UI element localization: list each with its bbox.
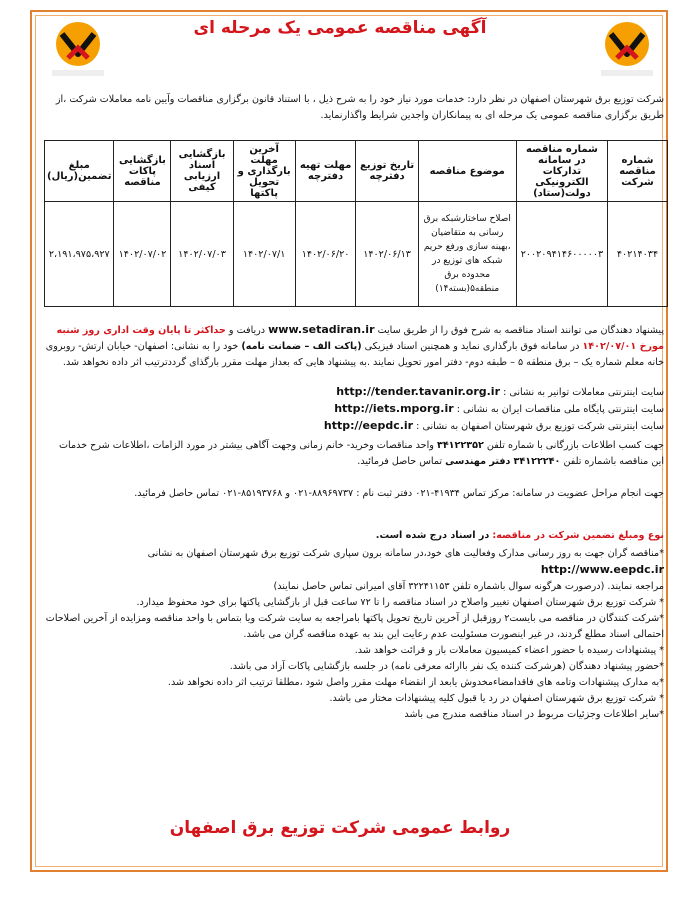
site-label: سایت اینترنتی پایگاه ملی مناقصات ایران به نشانی :: [456, 404, 664, 415]
notice-title: آگهی مناقصه عمومی یک مرحله ای: [193, 18, 487, 38]
intro-paragraph: شرکت توزیع برق شهرستان اصفهان در نظر دارد: خدمات مورد نیاز خود را به شرح ذیل ، با استناد قانون برگزاری مناقصات وآیین نامه معاملات شرکت ،از طریق برگزاری مناقصه عمومی یک مرحله ای به پیمانکاران واجدین شرایط واگذارنماید.: [55, 94, 664, 121]
list-item: *حضور پیشنهاد دهندگان (هرشرکت کننده یک نفر باارائه معرفی نامه) در جلسه بازگشایی پاکات آزاد می باشد.: [229, 661, 664, 672]
tender-table: [44, 140, 668, 307]
submission-deadline: حداکثر تا پایان وقت اداری روز شنبه مورخ ۱۴۰۲/۰۷/۰۱: [56, 325, 664, 352]
guarantee-heading: [44, 528, 664, 544]
list-item: * شرکت توزیع برق شهرستان اصفهان در رد یا قبول کلیه پیشنهادات مختار می باشد.: [329, 693, 664, 704]
header-distribution-date: تاریخ توزیع دفترچه: [356, 141, 418, 202]
list-item: * پیشنهادات رسیده با حضور اعضاء کمیسیون معاملات باز و قرائت خواهد شد.: [354, 645, 664, 656]
iets-link[interactable]: http://iets.mporg.ir: [334, 402, 454, 415]
tavanir-link[interactable]: http://tender.tavanir.org.ir: [336, 385, 500, 398]
list-item: *مناقصه گران جهت به روز رسانی مدارک وفعالیت های خود،در سامانه برون سپاری شرکت توزیع برق شهرستان اصفهان به نشانی http://www.eepdc.ir: [147, 548, 664, 576]
guarantee-value: در اسناد درج شده است.: [375, 530, 490, 541]
contact-text-d: تماس حاصل فرمائید.: [357, 456, 443, 467]
company-logo-right: [597, 18, 657, 80]
cell-quality-opening: ۱۴۰۲/۰۷/۰۳: [171, 202, 233, 307]
public-relations-signature: روابط عمومی شرکت توزیع برق اصفهان: [169, 818, 511, 838]
header-quality-opening: بازگشایی اسناد ارزیابی کیفی: [171, 141, 233, 202]
site-label: سایت اینترنتی شرکت توزیع برق شهرستان اصفهان به نشانی :: [416, 421, 664, 432]
submission-paragraph: [44, 322, 664, 371]
submission-text-b: دریافت و: [228, 325, 266, 336]
registration-contact: جهت انجام مراحل عضویت در سامانه: مرکز تماس ۴۱۹۳۴-۰۲۱ دفتر ثبت نام : ۸۸۹۶۹۷۳۷-۰۲۱ و ۸۵۱۹۳۷۶۸-۰۲۱ تماس حاصل فرمائید.: [134, 488, 664, 499]
cell-preparation-deadline: ۱۴۰۲/۰۶/۲۰: [295, 202, 356, 307]
list-item: *به مدارک پیشنهادات وتامه های فاقدامضاءمخدوش یابعد از انقضاء مهلت مقرر واصل شود ،مطلقا ترتیب اثر داده نخواهد شد.: [167, 677, 664, 688]
submission-text-d: در سامانه فوق بارگذاری نماید و همچنین اسناد فیزیکی: [364, 341, 580, 352]
cell-guarantee-amount: ۲،۱۹۱،۹۷۵،۹۲۷: [45, 202, 114, 307]
header-guarantee-amount: مبلغ تضمین(ریال): [45, 141, 114, 202]
table-row: [45, 202, 668, 307]
cell-company-tender-no: ۴۰۲۱۴۰۳۴: [607, 202, 667, 307]
guarantee-label: نوع ومبلغ تضمین شرکت در مناقصه:: [492, 530, 664, 541]
list-item: * شرکت توزیع برق شهرستان اصفهان تغییر واصلاح در اسناد مناقصه را تا ۷۲ ساعت قبل از بازگشایی پاکتها برای خود محفوظ میدارد.: [136, 597, 664, 608]
contact-text-a: جهت کسب اطلاعات بازرگانی با شماره تلفن: [486, 440, 664, 451]
engineering-phone: ۳۴۱۲۲۲۴۰: [513, 456, 561, 467]
list-item: *شرکت کنندگان در مناقصه می بایست۲ روزقبل از آخرین تاریخ تحویل پاکتها بامراجعه به سایت شرکت ویا بتماس با واحد مناقصه ومزایده از آخرین اصلاحات احتمالی اسناد مطلع گردند، در غیر اینصورت مسئولیت عدم رعایت این بند به عهده مناقصه گران می باشد.: [45, 613, 664, 640]
cell-envelope-opening: ۱۴۰۲/۰۷/۰۲: [114, 202, 171, 307]
submission-text-f: خود را به نشانی: اصفهان- خیابان ارتش- روبروی خانه معلم شماره یک – برق منطقه ۵ – طبقه دوم- دفتر امور تحویل نمایند .به پیشنهاد هایی که بعداز مهلت مقرر بارگذای گرددترتیب اثر داده نخواهد شد.: [45, 341, 664, 368]
list-item: مراجعه نمایند. (درصورت هرگونه سوال باشماره تلفن ۳۲۲۴۱۱۵۳ آقای امیرانی تماس حاصل نمایند): [273, 581, 664, 592]
commerce-phone: ۳۴۱۲۲۳۵۲: [436, 440, 484, 451]
notes-list: [44, 546, 664, 723]
company-logo-left: [48, 18, 108, 80]
contact-paragraph: [44, 438, 664, 470]
header-subject: موضوع مناقصه: [418, 141, 516, 202]
header-company-tender-no: شماره مناقصه شرکت: [607, 141, 667, 202]
outsourcing-link[interactable]: http://www.eepdc.ir: [540, 563, 664, 576]
header-setad-no: شماره مناقصه در سامانه تدارکات الکترونیکی دولت(ستاد): [516, 141, 607, 202]
site-iets: [44, 401, 664, 418]
list-item: *سایر اطلاعات وجزئیات مربوط در اسناد مناقصه مندرج می باشد: [404, 709, 664, 720]
submission-text-a: پیشنهاد دهندگان می توانند اسناد مناقصه به شرح فوق را از طریق سایت: [377, 325, 664, 336]
site-tavanir: [44, 384, 664, 401]
engineering-office: دفتر مهندسی: [445, 456, 511, 467]
cell-distribution-date: ۱۴۰۲/۰۶/۱۳: [356, 202, 418, 307]
site-eepdc: [44, 418, 664, 435]
header-envelope-opening: بازگشایی پاکات مناقصه: [114, 141, 171, 202]
header-preparation-deadline: مهلت تهیه دفترچه: [295, 141, 356, 202]
envelope-a-label: (پاکت الف – ضمانت نامه): [241, 341, 362, 352]
setadiran-link[interactable]: www.setadiran.ir: [268, 323, 375, 336]
websites-list: [44, 384, 664, 435]
cell-subject: اصلاح ساختارشبکه برق رسانی به متقاضیان ،بهینه سازی ورفع حریم شبکه های توزیع در محدوده برق منطقه۵(بسته۱۴): [418, 202, 516, 307]
cell-upload-deadline: ۱۴۰۲/۰۷/۱: [233, 202, 295, 307]
contact-text-b: واحد مناقصات وخرید- خانم زمانی وجهت آگاهی بیشتر در مورد الزامات ،اطلاعات شرح خدمات این مناقصه باشماره تلفن: [59, 440, 664, 467]
cell-setad-no: ۲۰۰۲۰۹۴۱۴۶۰۰۰۰۰۳: [516, 202, 607, 307]
table-header-row: [45, 141, 668, 202]
header-upload-deadline: آخرین مهلت بارگذاری و تحویل پاکتها: [233, 141, 295, 202]
eepdc-link[interactable]: http://eepdc.ir: [323, 419, 414, 432]
site-label: سایت اینترنتی معاملات توانیر به نشانی :: [503, 387, 664, 398]
